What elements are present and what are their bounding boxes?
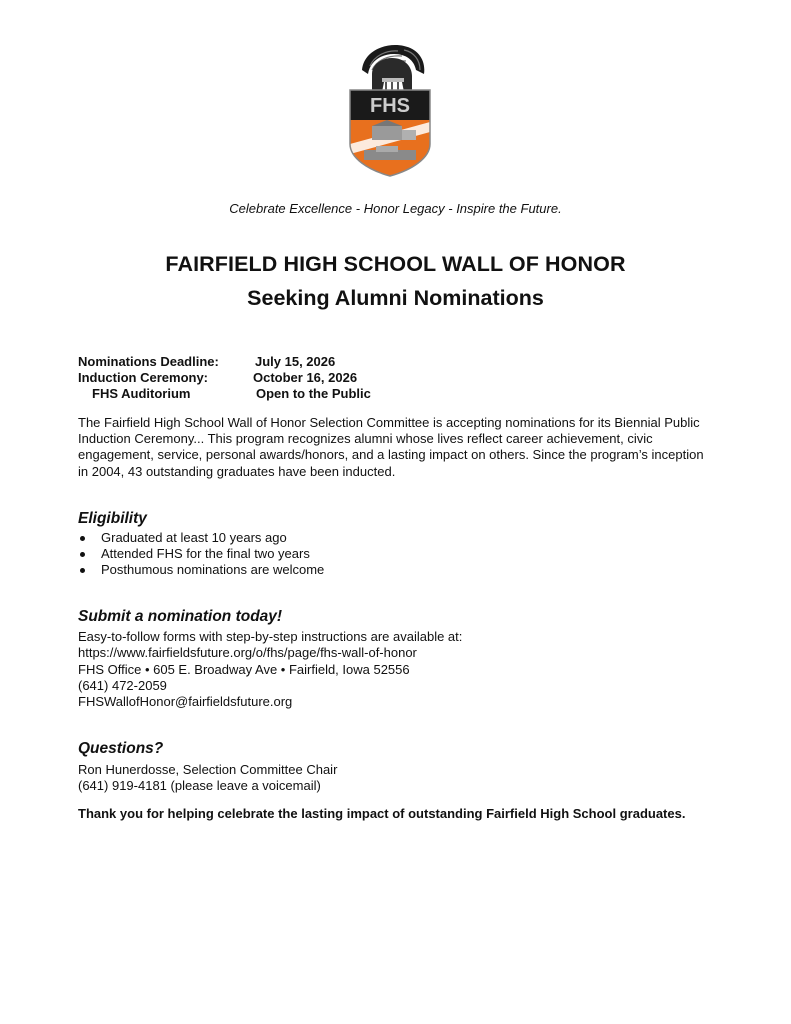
deadline-value: July 15, 2026 [255,354,336,369]
submit-info [78,629,462,710]
page-title: FAIRFIELD HIGH SCHOOL WALL OF HONOR [165,252,626,276]
office-phone: (641) 472-2059 [78,677,167,693]
ceremony-value: October 16, 2026 [253,370,358,385]
bullet-icon [80,552,85,557]
contact-phone: (641) 919-4181 (please leave a voicemail) [78,778,321,794]
ceremony-label: Induction Ceremony: [78,370,209,385]
intro-paragraph: The Fairfield High School Wall of Honor Selection Committee is accepting nominations for its Biennial Public Induction Ceremony... This program recognizes alumni whose lives reflect career achievement, civic engagement, service, personal awards/honors, and a lasting impact on others. Since the program’s inception in 2004, 43 outstanding graduates have been inducted. [78,415,704,479]
contact-email: FHSWallofHonor@fairfieldsfuture.org [78,694,293,710]
submit-heading: Submit a nomination today! [78,608,283,625]
fhs-crest-logo [342,40,438,178]
questions-heading: Questions? [78,740,164,757]
tagline: Celebrate Excellence - Honor Legacy - Inspire the Future. [229,201,562,216]
questions-info [78,762,337,795]
nomination-url-link: https://www.fairfieldsfuture.org/o/fhs/page/fhs-wall-of-honor [78,645,417,661]
venue-value: Open to the Public [256,386,371,401]
venue-label: FHS Auditorium [92,386,191,401]
thank-you-note: Thank you for helping celebrate the lasting impact of outstanding Fairfield High School graduates. [78,806,686,821]
submit-instructions: Easy-to-follow forms with step-by-step instructions are available at: [78,629,463,644]
deadline-label: Nominations Deadline: [78,354,219,369]
crest-letters: FHS [370,95,410,117]
list-item: Attended FHS for the final two years [78,546,324,562]
list-item: Graduated at least 10 years ago [78,530,324,546]
contact-name: Ron Hunerdosse, Selection Committee Chair [78,762,338,777]
eligibility-heading: Eligibility [78,510,147,527]
bullet-icon [80,568,85,573]
bullet-icon [80,536,85,541]
eligibility-list [78,530,324,579]
office-address: FHS Office • 605 E. Broadway Ave • Fairfield, Iowa 52556 [78,661,410,677]
list-item: Posthumous nominations are welcome [78,562,324,578]
page-subtitle: Seeking Alumni Nominations [247,286,544,310]
